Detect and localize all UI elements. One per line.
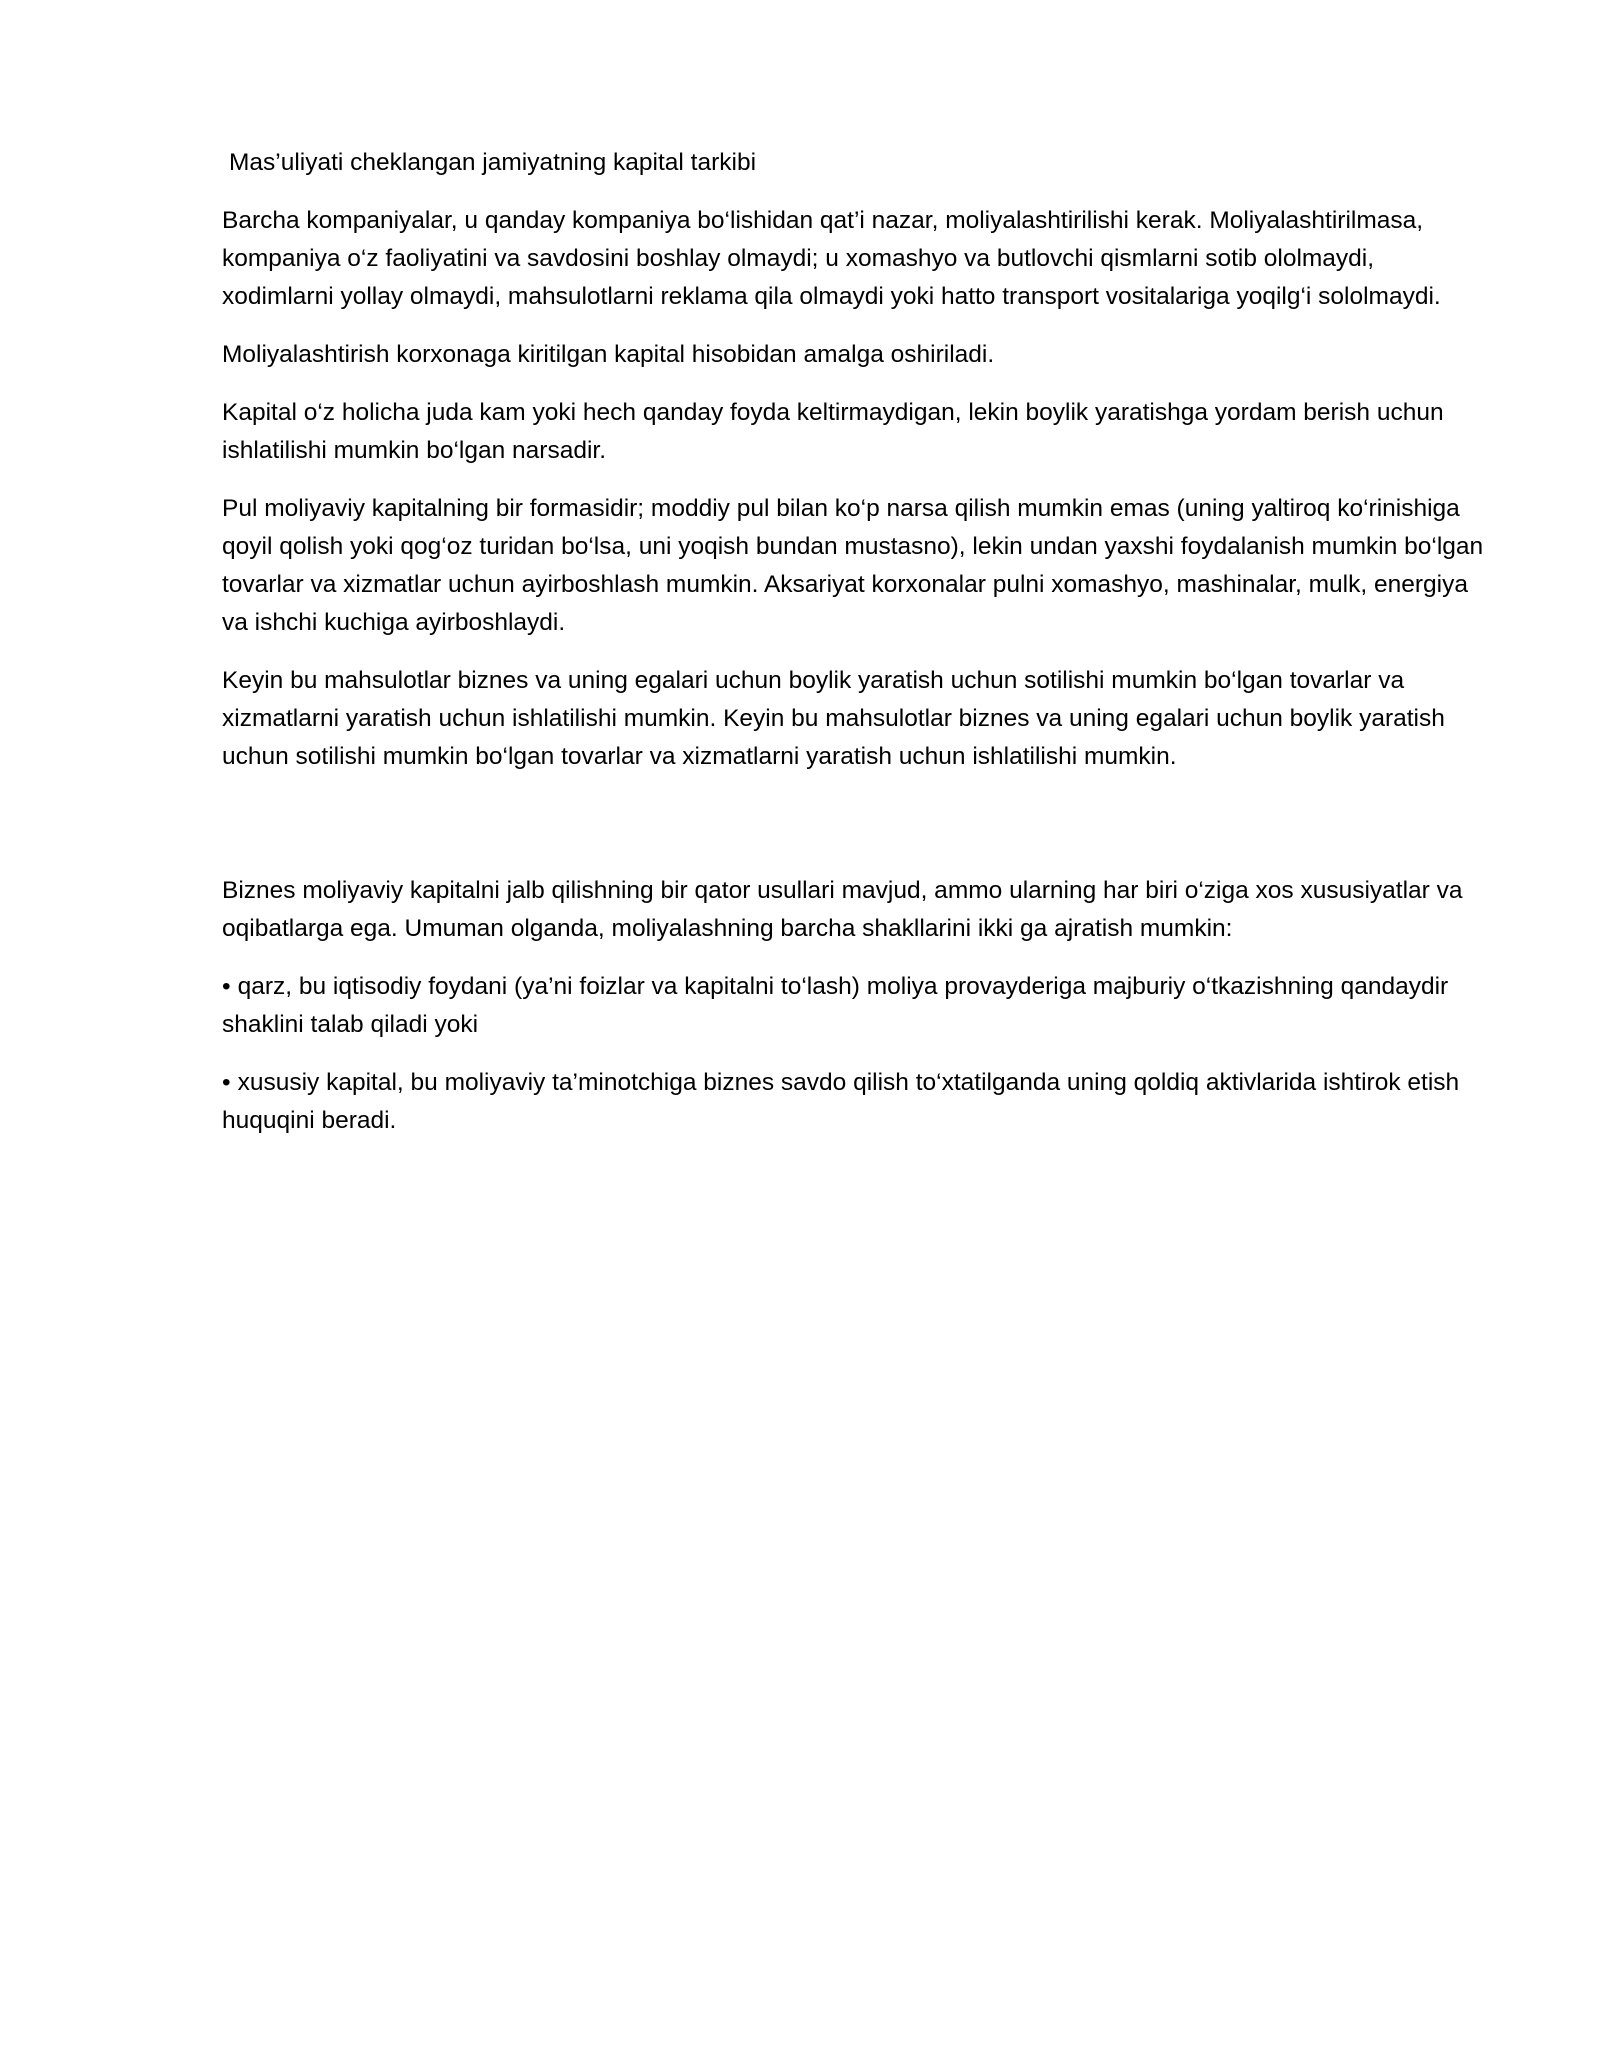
paragraph-financing-need: Barcha kompaniyalar, u qanday kompaniya bo‘lishidan qat’i nazar, moliyalashtirilishi kerak. Moliyalashtirilmasa, kompaniya o‘z faoliyatini va savdosini boshlay olmaydi; u xomashyo va butlovchi qismlarni sotib ololmaydi, xodimlarni yollay olmaydi, mahsulotlarni reklama qila olmaydi yoki hatto transport vositalariga yoqilg‘i sololmaydi. xyxy=(222,207,1441,310)
paragraph-capital-definition: Kapital o‘z holicha juda kam yoki hech qanday foyda keltirmaydigan, lekin boylik yaratishga yordam berish uchun ishlatilishi mumkin bo‘lgan narsadir. xyxy=(222,399,1444,464)
paragraph-financing-source: Moliyalashtirish korxonaga kiritilgan kapital hisobidan amalga oshiriladi. xyxy=(222,341,995,368)
paragraph-products-wealth: Keyin bu mahsulotlar biznes va uning egalari uchun boylik yaratish uchun sotilishi mumkin bo‘lgan tovarlar va xizmatlarni yaratish uchun ishlatilishi mumkin. Keyin bu mahsulotlar biznes va uning egalari uchun boylik yaratish uchun sotilishi mumkin bo‘lgan tovarlar va xizmatlarni yaratish uchun ishlatilishi mumkin. xyxy=(222,667,1445,770)
document-body xyxy=(222,144,1492,1160)
document-title: Mas’uliyati cheklangan jamiyatning kapital tarkibi xyxy=(229,149,757,176)
paragraph-money-capital: Pul moliyaviy kapitalning bir formasidir; moddiy pul bilan ko‘p narsa qilish mumkin emas (uning yaltiroq ko‘rinishiga qoyil qolish yoki qog‘oz turidan bo‘lsa, uni yoqish bundan mustasno), lekin undan yaxshi foydalanish mumkin bo‘lgan tovarlar va xizmatlar uchun ayirboshlash mumkin. Aksariyat korxonalar pulni xomashyo, mashinalar, mulk, energiya va ishchi kuchiga ayirboshlaydi. xyxy=(222,495,1484,636)
bullet-icon: • xyxy=(222,973,231,1000)
list-item-text: qarz, bu iqtisodiy foydani (ya’ni foizlar va kapitalni to‘lash) moliya provayderiga majburiy o‘tkazishning qandaydir shaklini talab qiladi yoki xyxy=(222,973,1449,1038)
list-item-equity xyxy=(222,1064,1492,1140)
list-item-debt xyxy=(222,968,1492,1044)
list-item-text: xususiy kapital, bu moliyaviy ta’minotchiga biznes savdo qilish to‘xtatilganda uning qoldiq aktivlarida ishtirok etish huquqini beradi. xyxy=(222,1069,1460,1134)
paragraph-financing-methods: Biznes moliyaviy kapitalni jalb qilishning bir qator usullari mavjud, ammo ularning har biri o‘ziga xos xususiyatlar va oqibatlarga ega. Umuman olganda, moliyalashning barcha shakllarini ikki ga ajratish mumkin: xyxy=(222,877,1463,942)
bullet-icon: • xyxy=(222,1069,231,1096)
blank-spacer xyxy=(222,796,1492,872)
